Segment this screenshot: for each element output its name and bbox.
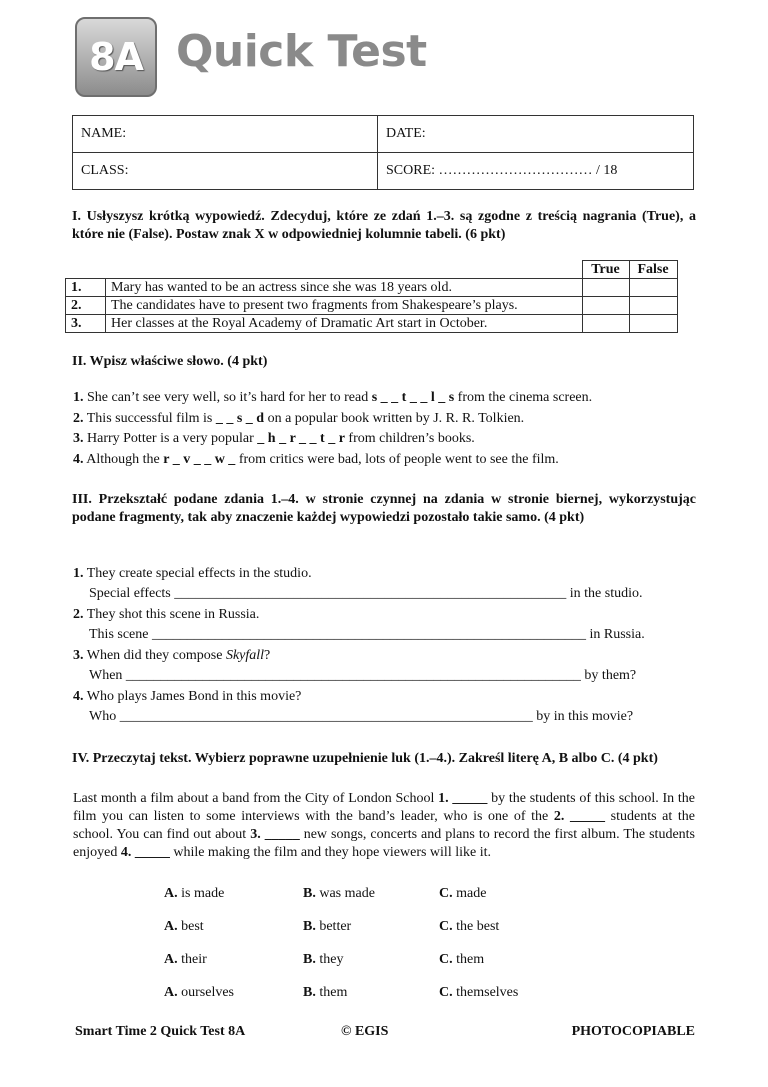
sentence-text: from the cinema screen. xyxy=(454,390,593,405)
false-checkbox-cell[interactable] xyxy=(629,315,677,333)
list-item xyxy=(73,409,697,429)
false-checkbox-cell[interactable] xyxy=(629,279,677,297)
item-number: 4. xyxy=(73,689,84,704)
sentence-text: She can’t see very well, so it’s hard for her to read xyxy=(87,390,372,405)
footer-center: © EGIS xyxy=(341,1024,389,1039)
statement-text: Mary has wanted to be an actress since she was 18 years old. xyxy=(106,279,583,297)
gap-3: 3. _____ xyxy=(250,827,300,842)
class-field[interactable]: CLASS: xyxy=(73,153,378,190)
sentence-text: This successful film is xyxy=(86,411,216,426)
section-3-title: III. Przekształć podane zdania 1.–4. w stronie czynnej na zdania w stronie biernej, wykorzystując podane fragmenty, tak aby znaczenie każdej wypowiedzi pozostało takie samo. (4 pkt) xyxy=(72,492,696,525)
sentence-text: from children’s books. xyxy=(344,431,475,446)
sentence-text: Harry Potter is a very popular xyxy=(87,431,258,446)
item-number: 1. xyxy=(73,390,84,405)
missing-word[interactable]: _ h _ r _ _ t _ r xyxy=(257,431,345,446)
table-row xyxy=(66,315,678,333)
list-item xyxy=(73,605,697,625)
item-number: 2. xyxy=(73,607,84,622)
option-c[interactable]: C. the best xyxy=(439,919,500,934)
row-number: 1. xyxy=(66,279,106,297)
true-checkbox-cell[interactable] xyxy=(582,279,629,297)
false-checkbox-cell[interactable] xyxy=(629,297,677,315)
list-item xyxy=(73,646,697,666)
missing-word[interactable]: r _ v _ _ w _ xyxy=(163,452,236,467)
page-title: Quick Test xyxy=(176,26,427,77)
active-sentence: They create special effects in the studio. xyxy=(86,566,312,581)
option-a[interactable]: A. ourselves xyxy=(164,985,235,1000)
reading-text: Last month a film about a band from the City of London School 1. _____ by the students of this school. In the film you can listen to some interviews with the band’s leader, who is one of the 2. _____ students at the school. You can find out about 3. _____ new songs, concerts and plans to record the first album. The students enjoyed 4. _____ while making the film and they hope viewers will like it. xyxy=(73,791,696,860)
false-column-header: False xyxy=(629,261,677,279)
true-checkbox-cell[interactable] xyxy=(582,297,629,315)
active-sentence: When did they compose xyxy=(86,648,226,663)
answer-line[interactable]: This scene ______________________________________________________________ in Russia. xyxy=(89,627,645,642)
logo xyxy=(75,17,157,97)
table-row xyxy=(66,279,678,297)
section-1-title: I. Usłyszysz krótką wypowiedź. Zdecyduj, które ze zdań 1.–3. są zgodne z treścią nagrania (True), a które nie (False). Postaw znak X w odpowiedniej kolumnie tabeli. (6 pkt) xyxy=(72,209,696,242)
item-number: 4. xyxy=(73,452,84,467)
row-number: 2. xyxy=(66,297,106,315)
sentence-text: on a popular book written by J. R. R. Tolkien. xyxy=(264,411,525,426)
missing-word[interactable]: _ _ s _ d xyxy=(215,411,265,426)
gap-1: 1. _____ xyxy=(438,791,488,806)
list-item xyxy=(73,564,697,584)
true-checkbox-cell[interactable] xyxy=(582,315,629,333)
sentence-text: Although the xyxy=(86,452,164,467)
row-number: 3. xyxy=(66,315,106,333)
item-number: 1. xyxy=(73,566,84,581)
true-false-table xyxy=(65,260,678,333)
list-item xyxy=(73,687,697,707)
option-a[interactable]: A. best xyxy=(164,919,204,934)
list-item xyxy=(73,429,697,449)
true-column-header: True xyxy=(582,261,629,279)
gap-4: 4. _____ xyxy=(120,845,170,860)
footer-right: PHOTOCOPIABLE xyxy=(571,1024,695,1039)
option-a[interactable]: A. their xyxy=(164,952,207,967)
answer-line[interactable]: Special effects ________________________________________________________ in the studio. xyxy=(89,586,643,601)
name-field[interactable]: NAME: xyxy=(73,116,378,153)
option-b[interactable]: B. they xyxy=(303,952,344,967)
option-c[interactable]: C. made xyxy=(439,886,487,901)
punctuation: ? xyxy=(264,648,271,663)
item-number: 3. xyxy=(73,431,84,446)
song-title: Skyfall xyxy=(225,648,265,663)
option-b[interactable]: B. better xyxy=(303,919,352,934)
option-b[interactable]: B. them xyxy=(303,985,348,1000)
section-2-title: II. Wpisz właściwe słowo. (4 pkt) xyxy=(72,354,268,369)
option-c[interactable]: C. themselves xyxy=(439,985,519,1000)
option-a[interactable]: A. is made xyxy=(164,886,225,901)
list-item xyxy=(73,450,697,470)
active-sentence: They shot this scene in Russia. xyxy=(86,607,260,622)
table-row xyxy=(66,297,678,315)
active-sentence: Who plays James Bond in this movie? xyxy=(86,689,302,704)
gap-2: 2. _____ xyxy=(553,809,606,824)
option-b[interactable]: B. was made xyxy=(303,886,375,901)
footer-left: Smart Time 2 Quick Test 8A xyxy=(75,1024,246,1039)
item-number: 3. xyxy=(73,648,84,663)
sentence-text: from critics were bad, lots of people went to see the film. xyxy=(235,452,559,467)
list-item xyxy=(73,388,697,408)
section-4-title: IV. Przeczytaj tekst. Wybierz poprawne uzupełnienie luk (1.–4.). Zakreśl literę A, B albo C. (4 pkt) xyxy=(72,751,658,766)
missing-word[interactable]: s _ _ t _ _ l _ s xyxy=(371,390,455,405)
item-number: 2. xyxy=(73,411,84,426)
statement-text: Her classes at the Royal Academy of Dramatic Art start in October. xyxy=(106,315,583,333)
answer-line[interactable]: When _________________________________________________________________ by them? xyxy=(89,668,637,683)
score-field[interactable]: SCORE: …………………………… / 18 xyxy=(378,153,694,190)
logo-text: 8A xyxy=(89,35,143,79)
answer-line[interactable]: Who ___________________________________________________________ by in this movie? xyxy=(89,709,634,724)
statement-text: The candidates have to present two fragments from Shakespeare’s plays. xyxy=(106,297,583,315)
option-c[interactable]: C. them xyxy=(439,952,485,967)
student-info-table xyxy=(72,115,694,190)
date-field[interactable]: DATE: xyxy=(378,116,694,153)
